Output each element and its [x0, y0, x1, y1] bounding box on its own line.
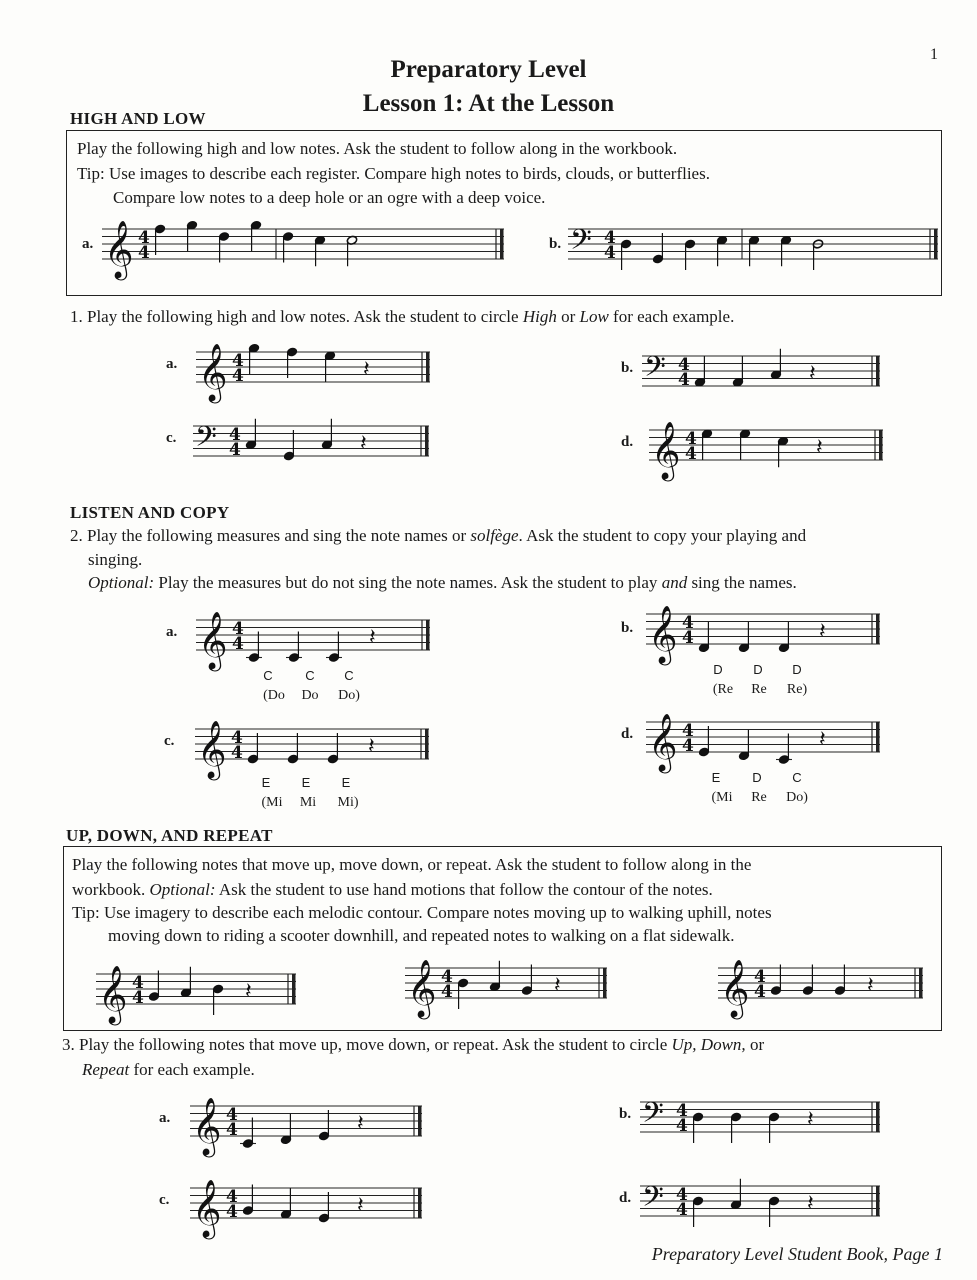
treble-clef-icon: 𝄞	[98, 965, 128, 1023]
bass-staff	[193, 404, 429, 484]
quarter-rest-icon: 𝄽	[809, 361, 816, 386]
time-signature-denominator: 4	[232, 634, 244, 654]
example-label: b.	[621, 620, 634, 636]
quarter-rest-icon: 𝄽	[368, 734, 375, 759]
solfege-syllable: Do)	[786, 790, 808, 805]
note-name: D	[713, 662, 723, 677]
note-name: E	[261, 775, 271, 790]
treble-clef-icon: 𝄞	[192, 1097, 222, 1155]
time-signature-denominator: 4	[754, 982, 766, 1002]
treble-staff	[646, 700, 880, 780]
treble-staff	[646, 592, 880, 672]
treble-staff	[102, 207, 504, 287]
bass-staff	[568, 207, 938, 287]
exercise-2-instruction: 2. Play the following measures and sing the note names or solfège. Ask the student to copy your playing and	[70, 526, 807, 545]
level-title: Preparatory Level	[390, 56, 587, 83]
quarter-rest-icon: 𝄽	[369, 625, 376, 650]
time-signature-numerator: 4	[676, 1185, 688, 1205]
final-barline-thick	[425, 426, 429, 456]
final-barline-thick	[426, 352, 430, 382]
treble-staff	[190, 1166, 422, 1246]
final-barline-thick	[426, 620, 430, 650]
time-signature-numerator: 4	[226, 1187, 238, 1207]
treble-clef-icon: 𝄞	[651, 421, 681, 479]
treble-clef-icon: 𝄞	[407, 959, 437, 1017]
box-text: Tip: Use images to describe each register. Compare high notes to birds, clouds, or butterflies.	[77, 164, 710, 183]
treble-clef-icon: 𝄞	[198, 611, 228, 669]
time-signature-numerator: 4	[226, 1105, 238, 1125]
example-label: a.	[166, 356, 178, 372]
time-signature-denominator: 4	[441, 982, 453, 1002]
exercise-1-instruction: 1. Play the following high and low notes. Ask the student to circle High or Low for each example.	[70, 307, 735, 326]
example-label: c.	[164, 733, 175, 749]
section-heading-high-low: HIGH AND LOW	[70, 109, 206, 128]
exercise-2-optional: Optional: Play the measures but do not sing the note names. Ask the student to play and sing the names.	[88, 573, 797, 592]
final-barline-thick	[876, 1186, 880, 1216]
example-label: b.	[549, 236, 562, 252]
time-signature-denominator: 4	[678, 370, 690, 390]
quarter-rest-icon: 𝄽	[819, 619, 826, 644]
section-heading-up-down-repeat: UP, DOWN, AND REPEAT	[66, 826, 273, 845]
time-signature-numerator: 4	[682, 613, 694, 633]
solfege-syllable: Do)	[338, 688, 360, 703]
treble-staff	[196, 598, 430, 678]
time-signature-denominator: 4	[232, 366, 244, 386]
solfege-syllable: Do	[301, 688, 319, 703]
final-barline-thick	[500, 229, 504, 259]
quarter-rest-icon: 𝄽	[357, 1193, 364, 1218]
solfege-syllable: (Re	[712, 682, 734, 697]
treble-staff	[190, 1084, 422, 1164]
time-signature-numerator: 4	[229, 425, 241, 445]
note-name: C	[305, 668, 315, 683]
example-label: d.	[621, 434, 634, 450]
section-heading-listen-copy: LISTEN AND COPY	[70, 503, 230, 522]
box-text: Compare low notes to a deep hole or an ogre with a deep voice.	[113, 188, 546, 207]
treble-clef-icon: 𝄞	[648, 605, 678, 663]
note-name: E	[301, 775, 311, 790]
note-name: D	[792, 662, 802, 677]
note-name: C	[344, 668, 354, 683]
bass-clef-icon: 𝄢	[642, 1180, 664, 1221]
quarter-rest-icon: 𝄽	[360, 431, 367, 456]
time-signature-numerator: 4	[678, 355, 690, 375]
example-label: d.	[619, 1190, 632, 1206]
time-signature-denominator: 4	[229, 440, 241, 460]
treble-clef-icon: 𝄞	[198, 343, 228, 401]
treble-staff	[195, 707, 429, 787]
time-signature-numerator: 4	[132, 973, 144, 993]
time-signature-denominator: 4	[676, 1116, 688, 1136]
bass-clef-icon: 𝄢	[644, 350, 666, 391]
final-barline-thick	[603, 968, 607, 998]
final-barline-thick	[418, 1188, 422, 1218]
treble-clef-icon: 𝄞	[197, 720, 227, 778]
time-signature-denominator: 4	[138, 243, 150, 263]
example-label: a.	[159, 1110, 171, 1126]
bass-staff	[640, 1164, 880, 1244]
final-barline-thick	[876, 614, 880, 644]
time-signature-numerator: 4	[441, 967, 453, 987]
final-barline-thick	[876, 1102, 880, 1132]
treble-clef-icon: 𝄞	[720, 959, 750, 1017]
quarter-rest-icon: 𝄽	[554, 973, 561, 998]
treble-clef-icon: 𝄞	[648, 713, 678, 771]
treble-staff	[196, 330, 430, 410]
example-label: b.	[621, 360, 634, 376]
quarter-rest-icon: 𝄽	[867, 973, 874, 998]
solfege-syllable: Re	[751, 682, 767, 697]
time-signature-numerator: 4	[682, 721, 694, 741]
quarter-rest-icon: 𝄽	[363, 357, 370, 382]
note-name: E	[711, 770, 721, 785]
exercise-3-instruction: 3. Play the following notes that move up, move down, or repeat. Ask the student to circle Up, Down, or	[62, 1035, 765, 1054]
bass-staff	[640, 1080, 880, 1160]
quarter-rest-icon: 𝄽	[819, 727, 826, 752]
time-signature-denominator: 4	[682, 628, 694, 648]
exercise-3-instruction: Repeat for each example.	[82, 1060, 255, 1079]
final-barline-thick	[418, 1106, 422, 1136]
box-text: moving down to riding a scooter downhill, and repeated notes to walking on a flat sidewalk.	[108, 926, 735, 945]
final-barline-thick	[934, 229, 938, 259]
note-name: D	[752, 770, 762, 785]
final-barline-thick	[879, 430, 883, 460]
solfege-syllable: Re)	[786, 682, 808, 697]
time-signature-denominator: 4	[132, 988, 144, 1008]
example-label: a.	[166, 624, 178, 640]
example-label: a.	[82, 236, 94, 252]
final-barline-thick	[425, 729, 429, 759]
final-barline-thick	[876, 356, 880, 386]
treble-clef-icon: 𝄞	[104, 220, 134, 278]
solfege-syllable: (Mi	[261, 795, 283, 810]
time-signature-denominator: 4	[226, 1120, 238, 1140]
note-name: E	[341, 775, 351, 790]
bass-clef-icon: 𝄢	[642, 1096, 664, 1137]
quarter-rest-icon: 𝄽	[807, 1107, 814, 1132]
example-label: c.	[159, 1192, 170, 1208]
example-label: c.	[166, 430, 177, 446]
time-signature-denominator: 4	[676, 1200, 688, 1220]
treble-clef-icon: 𝄞	[192, 1179, 222, 1237]
final-barline-thick	[919, 968, 923, 998]
treble-staff	[96, 952, 296, 1032]
box-text: Tip: Use imagery to describe each melodic contour. Compare notes moving up to walking uphill, notes	[72, 903, 772, 922]
bass-staff	[642, 334, 880, 414]
time-signature-denominator: 4	[685, 444, 697, 464]
treble-staff	[405, 946, 607, 1026]
box-text: Play the following high and low notes. Ask the student to follow along in the workbook.	[77, 139, 678, 158]
time-signature-numerator: 4	[685, 429, 697, 449]
solfege-syllable: (Do	[263, 688, 285, 703]
box-text: workbook. Optional: Ask the student to use hand motions that follow the contour of the notes.	[72, 880, 713, 899]
solfege-syllable: (Mi	[711, 790, 733, 805]
time-signature-denominator: 4	[226, 1202, 238, 1222]
time-signature-numerator: 4	[604, 228, 616, 248]
example-label: b.	[619, 1106, 632, 1122]
time-signature-denominator: 4	[604, 243, 616, 263]
time-signature-numerator: 4	[676, 1101, 688, 1121]
treble-staff	[649, 408, 883, 488]
time-signature-numerator: 4	[231, 728, 243, 748]
time-signature-denominator: 4	[682, 736, 694, 756]
time-signature-denominator: 4	[231, 743, 243, 763]
solfege-syllable: Mi	[299, 795, 317, 810]
exercise-2-instruction: singing.	[88, 550, 143, 569]
page-footer: Preparatory Level Student Book, Page 1	[651, 1244, 943, 1264]
note-name: C	[792, 770, 802, 785]
quarter-rest-icon: 𝄽	[245, 979, 252, 1004]
note-name: D	[753, 662, 763, 677]
final-barline-thick	[292, 974, 296, 1004]
page-number: 1	[930, 46, 938, 63]
box-text: Play the following notes that move up, move down, or repeat. Ask the student to follow along in the	[72, 855, 752, 874]
quarter-rest-icon: 𝄽	[357, 1111, 364, 1136]
example-label: d.	[621, 726, 634, 742]
bass-clef-icon: 𝄢	[570, 223, 592, 264]
bass-clef-icon: 𝄢	[195, 420, 217, 461]
quarter-rest-icon: 𝄽	[816, 435, 823, 460]
time-signature-numerator: 4	[138, 228, 150, 248]
treble-staff	[718, 946, 923, 1026]
time-signature-numerator: 4	[232, 351, 244, 371]
final-barline-thick	[876, 722, 880, 752]
solfege-syllable: Mi)	[337, 795, 359, 810]
time-signature-numerator: 4	[754, 967, 766, 987]
solfege-syllable: Re	[751, 790, 767, 805]
quarter-rest-icon: 𝄽	[807, 1191, 814, 1216]
lesson-title: Lesson 1: At the Lesson	[362, 90, 615, 117]
note-name: C	[263, 668, 273, 683]
time-signature-numerator: 4	[232, 619, 244, 639]
